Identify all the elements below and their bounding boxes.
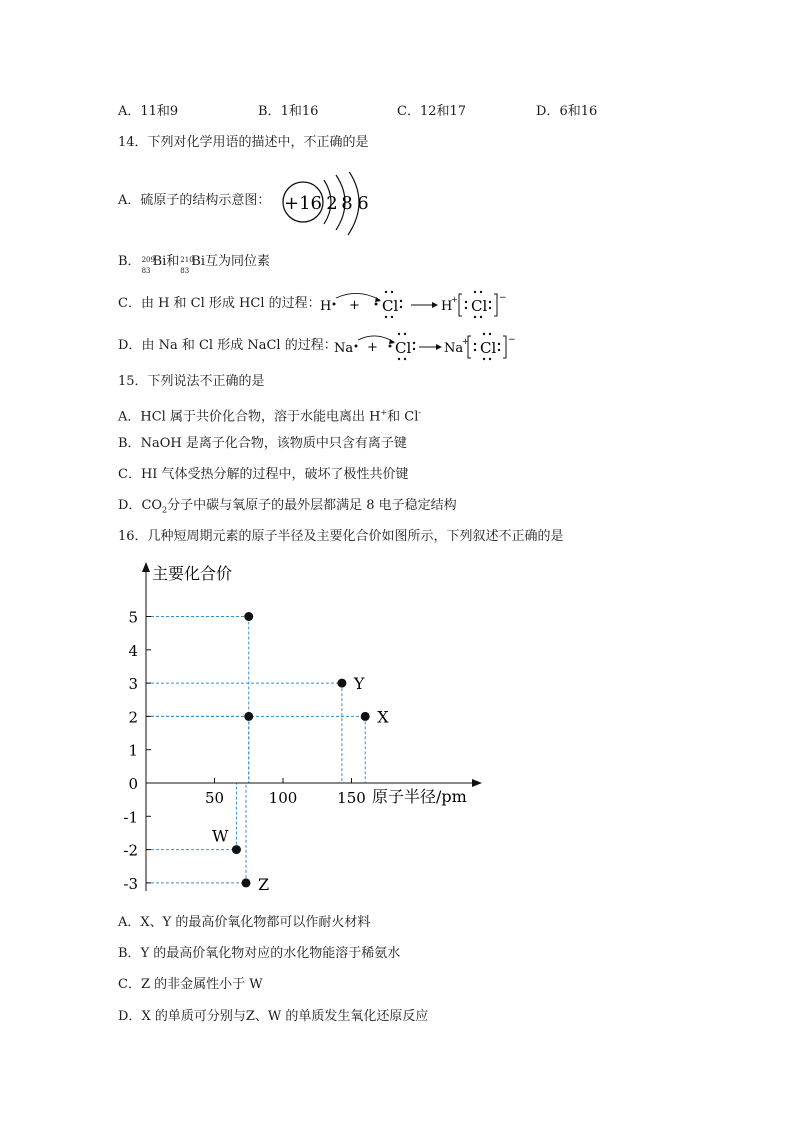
svg-text:Cl: Cl <box>382 297 399 315</box>
svg-text:−: − <box>499 293 507 303</box>
point-label: Z <box>258 874 270 894</box>
q16-option-a: A．X、Y 的最高价氧化物都可以作耐火材料 <box>118 915 371 930</box>
q13-option-d: D．6和16 <box>536 104 598 119</box>
y-tick-label: -1 <box>123 808 138 827</box>
svg-text:Na: Na <box>334 341 354 356</box>
y-tick-label: 4 <box>128 641 138 660</box>
shell-3: 6 <box>357 193 369 214</box>
data-point <box>361 712 370 721</box>
point-label: Y <box>353 674 365 694</box>
svg-text:−: − <box>508 335 516 345</box>
q14-option-b: B． 209 83 Bi和 210 83 Bi互为同位素 <box>118 254 271 275</box>
shell-1: 2 <box>326 193 338 214</box>
svg-text:Cl: Cl <box>471 297 488 315</box>
svg-text:H: H <box>320 299 332 314</box>
data-point <box>244 712 253 721</box>
point-label: X <box>377 707 389 727</box>
data-point <box>242 878 251 887</box>
q15-option-c: C．HI 气体受热分解的过程中，破坏了极性共价键 <box>118 467 409 482</box>
y-axis-label: 主要化合价 <box>152 564 233 583</box>
radius-valence-chart <box>110 556 490 901</box>
q15-option-a: A．HCl 属于共价化合物，溶于水能电离出 H+和 Cl- <box>118 408 422 425</box>
data-point <box>244 612 253 621</box>
svg-text:+: + <box>349 298 360 313</box>
y-tick-label: 1 <box>128 741 138 760</box>
y-tick-label: -3 <box>123 874 138 893</box>
y-tick-label: -2 <box>123 841 138 860</box>
svg-text:Cl: Cl <box>395 339 412 357</box>
y-tick-label: 0 <box>128 775 138 793</box>
svg-text:Cl: Cl <box>480 339 497 357</box>
x-tick-label: 100 <box>268 789 298 807</box>
svg-text:+: + <box>367 340 378 355</box>
svg-text:+: + <box>451 295 458 304</box>
q15-option-b: B．NaOH 是离子化合物，该物质中只含有离子键 <box>118 436 407 451</box>
x-axis-arrow <box>472 779 482 787</box>
x-tick-label: 50 <box>204 789 225 807</box>
nacl-formation-diagram <box>334 328 534 364</box>
y-tick-label: 3 <box>128 675 138 694</box>
sulfur-atom-diagram <box>280 172 390 238</box>
q15-stem: 15．下列说法不正确的是 <box>118 374 265 389</box>
q14-stem: 14．下列对化学用语的描述中，不正确的是 <box>118 135 369 150</box>
q16-option-b: B．Y 的最高价氧化物对应的水化物能溶于稀氨水 <box>118 946 401 961</box>
svg-text:Na: Na <box>444 341 464 356</box>
nucleus-charge: +16 <box>284 193 322 214</box>
svg-text:H: H <box>441 299 453 314</box>
y-tick-label: 2 <box>128 708 138 727</box>
x-tick-label: 150 <box>337 789 366 807</box>
data-point <box>337 679 346 688</box>
q14-option-c: C．由 H 和 Cl 形成 HCl 的过程： <box>118 296 321 311</box>
q13-option-b: B．1和16 <box>258 104 319 119</box>
point-label: W <box>211 826 229 846</box>
q14-option-d: D．由 Na 和 Cl 形成 NaCl 的过程： <box>118 338 337 353</box>
q13-option-a: A．11和9 <box>118 104 179 119</box>
y-axis-arrow <box>142 562 150 572</box>
q16-option-c: C．Z 的非金属性小于 W <box>118 977 263 992</box>
x-axis-label: 原子半径/pm <box>372 787 467 806</box>
q14-option-a: A．硫原子的结构示意图： <box>118 193 271 208</box>
q16-option-d: D．X 的单质可分别与Z、W 的单质发生氧化还原反应 <box>118 1009 429 1024</box>
q15-option-d: D．$CO_2$分子中碳与氧原子的最外层都满足 8 电子稳定结构 <box>118 498 457 515</box>
svg-text:+: + <box>462 337 469 346</box>
q13-option-c: C．12和17 <box>397 104 467 119</box>
data-point <box>232 845 241 854</box>
shell-2: 8 <box>341 193 353 214</box>
q16-stem: 16．几种短周期元素的原子半径及主要化合价如图所示，下列叙述不正确的是 <box>118 529 564 544</box>
y-tick-label: 5 <box>128 608 138 627</box>
hcl-formation-diagram <box>320 286 530 322</box>
